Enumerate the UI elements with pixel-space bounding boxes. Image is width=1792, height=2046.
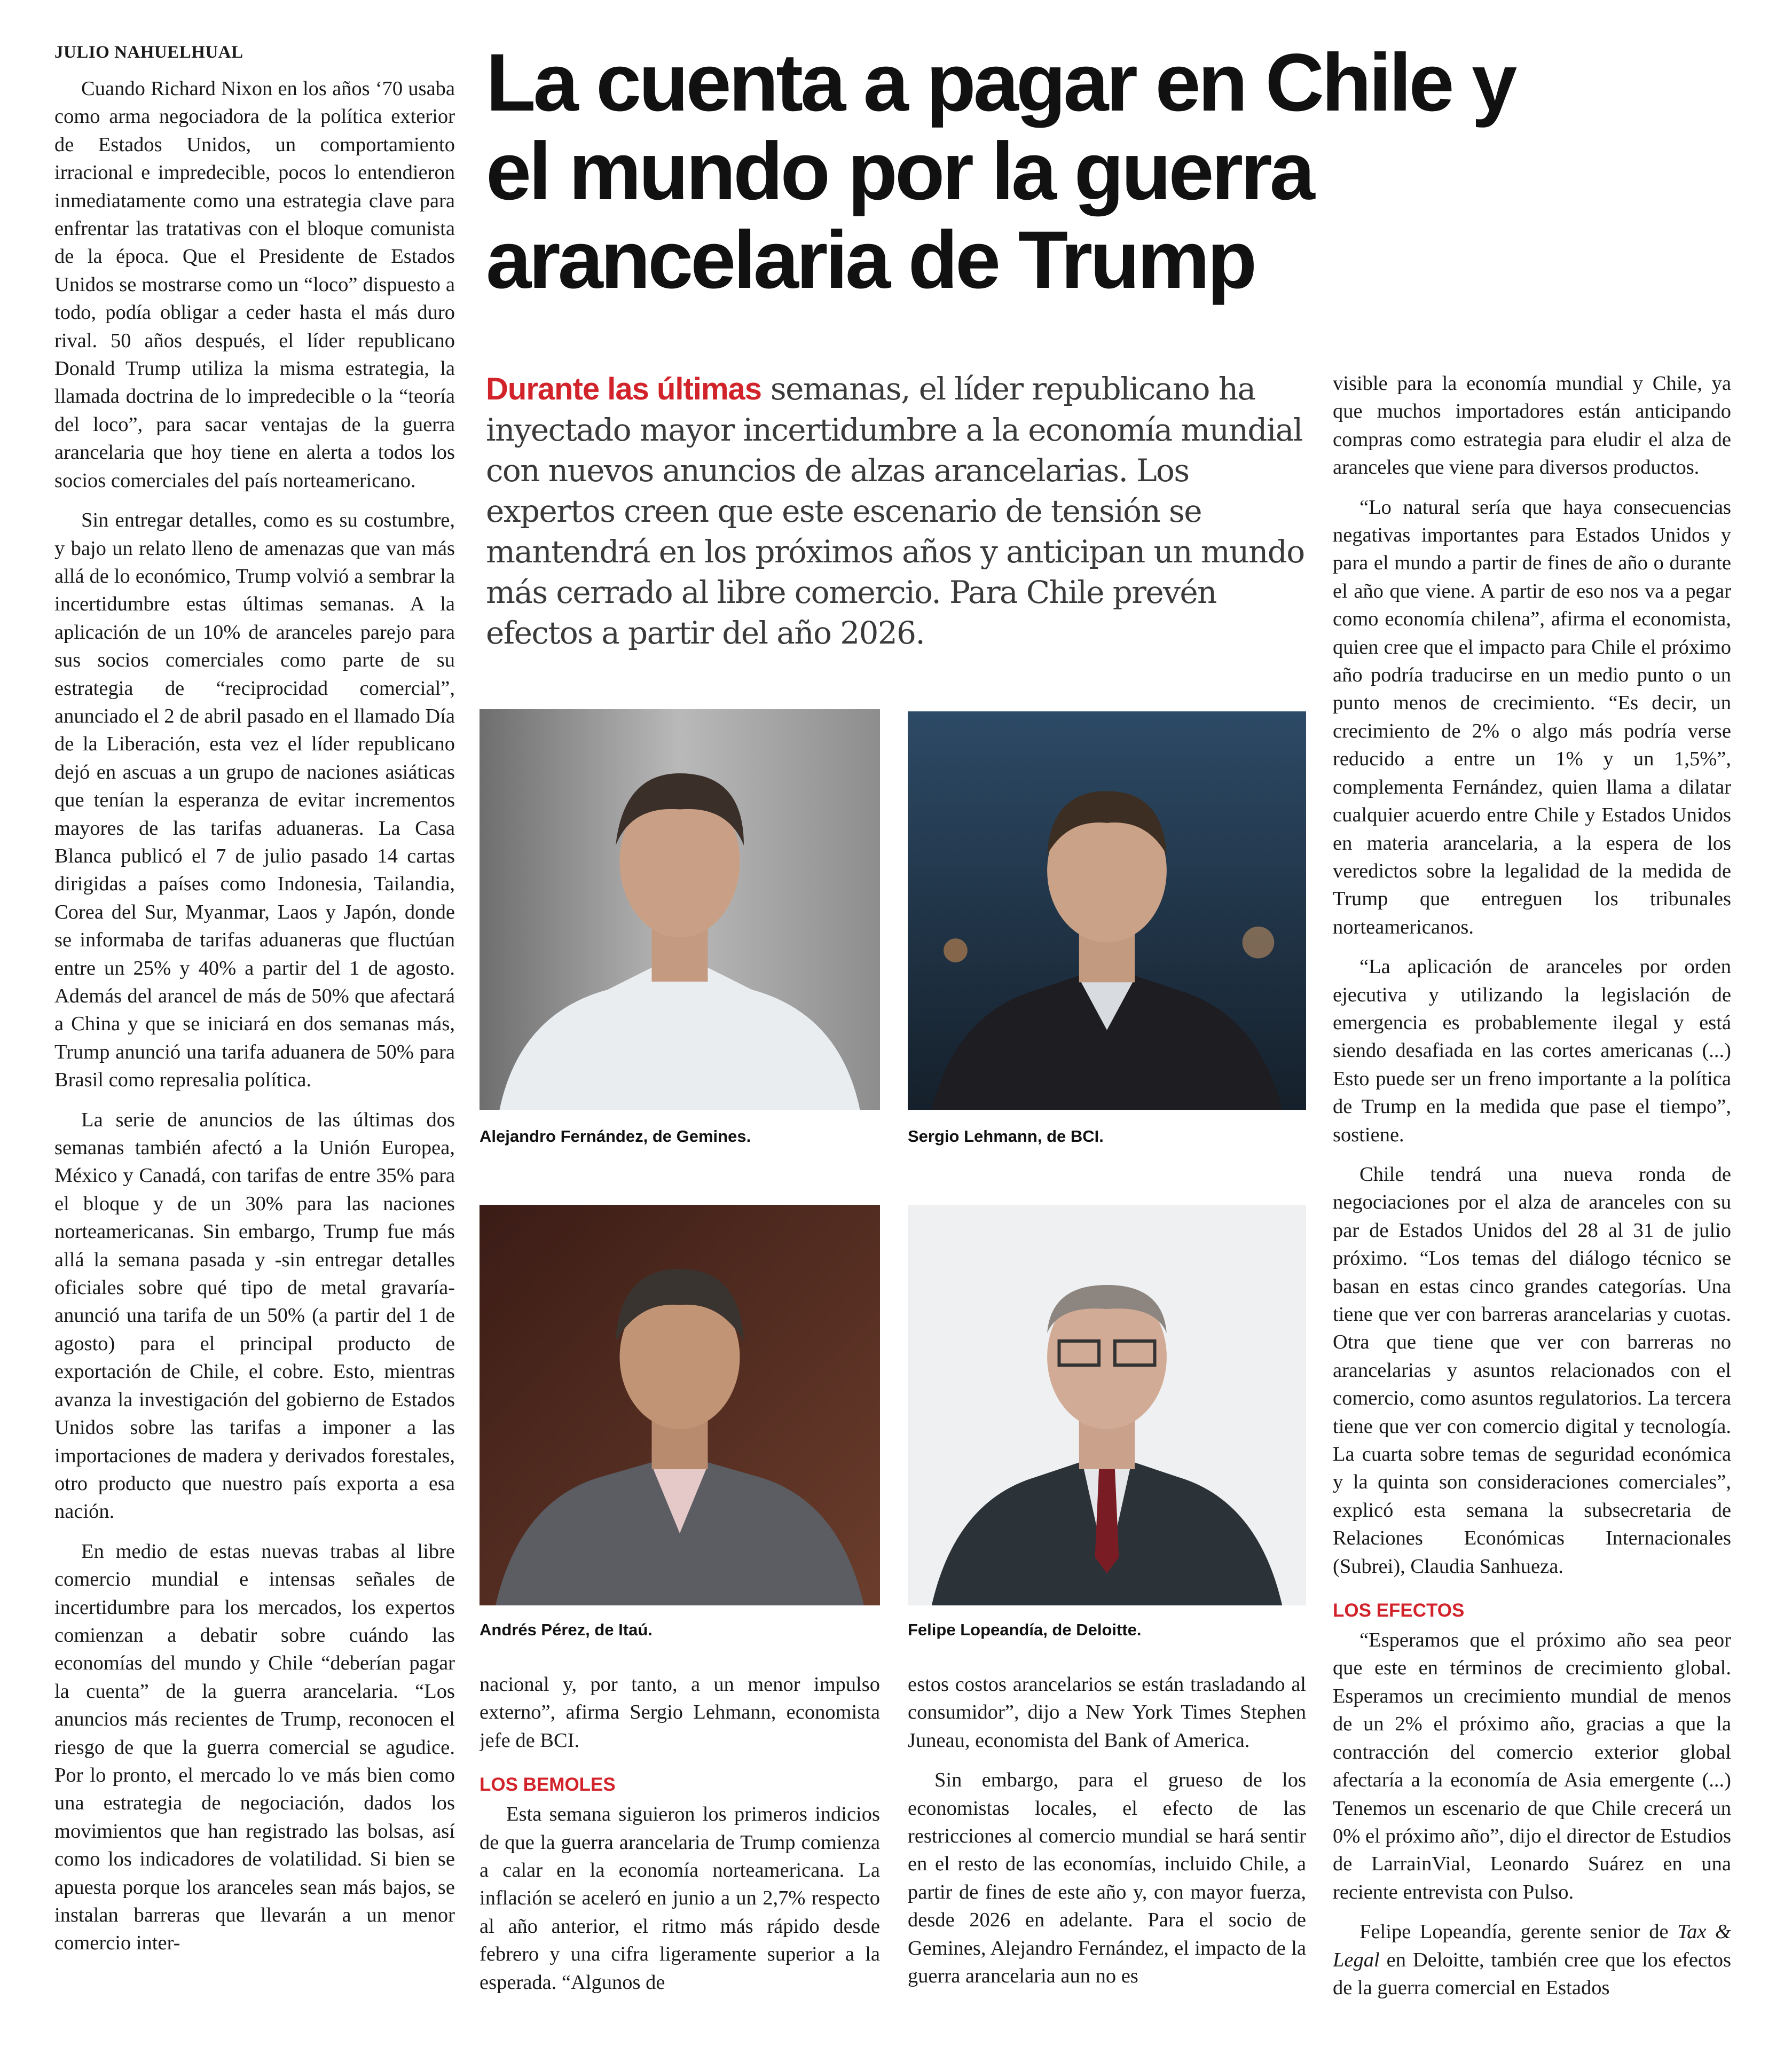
paragraph: Cuando Richard Nixon en los años ‘70 usaba como arma negociadora de la política exterior de Estados Unidos, un comportamiento irracional e impredecible, pocos lo entendieron inmediatamente como una estrategia clave para enfrentar las tratativas con el bloque comunista de la época. Que el Presidente de Estados Unidos se mostrarse como un “loco” dispuesto a todo, podía obligar a ceder hasta el más duro rival. 50 años después, el líder republicano Donald Trump utiliza la misma estrategia, la llamada doctrina de lo impredecible o la “teoría del loco”, para sacar ventajas de la guerra arancelaria que hoy tiene en alerta a todos los socios comerciales del país norteamericano. [54, 77, 455, 492]
column-3 [908, 1671, 1306, 2034]
lead-paragraph [486, 369, 1308, 653]
paragraph: Chile tendrá una nueva ronda de negociaciones por el alza de aranceles con su par de Estados Unidos del 28 al 31 de julio próximo. “Los temas del diálogo técnico se basan en estas cinco grandes categorías. Una tiene que ver con barreras arancelarias y cuotas. Otra que tiene que ver con barreras no arancelarias y asuntos relacionados con el comercio, como asuntos regulatorios. La tercera tiene que ver con comercio digital y tecnología. La cuarta sobre temas de seguridad económica y la quinta son consideraciones comerciales”, explicó esta semana la subsecretaria de Relaciones Económicas Internacionales (Subrei), Claudia Sanhueza. [1333, 1163, 1731, 1578]
paragraph: “Lo natural sería que haya consecuencias negativas importantes para Estados Unidos y para el mundo a partir de fines de año o durante el año que viene. A partir de eso nos va a pegar como economía chilena”, afirma el economista, quien cree que el impacto para Chile el próximo año podría traducirse en un medio punto o un punto menos de crecimiento. “Es decir, un crecimiento de 2% o algo más podría verse reducido a entre un 1% y un 1,5%”, complementa Fernández, quien llama a dilatar cualquier acuerdo entre Chile y Estados Unidos en materia arancelaria, a la espera de los veredictos sobre la legalidad de la medida de Trump que entreguen los tribunales norteamericanos. [1333, 496, 1731, 938]
paragraph: La serie de anuncios de las últimas dos semanas también afectó a la Unión Europea, México y Canadá, con tarifas de entre 35% para el bloque y de un 30% para las naciones norteamericanas. Sin embargo, Trump fue más allá la semana pasada y -sin entregar detalles oficiales sobre qué tipo de metal gravaría- anunció una tarifa de un 50% (a partir del 1 de agosto) para el principal producto de exportación de Chile, el cobre. Esto, mientras avanza la investigación del gobierno de Estados Unidos sobre las tarifas a imponer a las importaciones de madera y derivados forestales, otro producto que nuestro país exporta a esa nación. [54, 1108, 455, 1523]
paragraph: “Esperamos que el próximo año sea peor que este en términos de crecimiento global. Esperamos un crecimiento mundial de menos de un 2% el próximo año, gracias a que la contracción del comercio exterior global afectaría a la economía de Asia emergente (...) Tenemos un escenario de que Chile crecerá un 0% el próximo año”, dijo el director de Estudios de LarrainVial, Leonardo Suárez en una reciente entrevista con Pulso. [1333, 1629, 1731, 1903]
byline: JULIO NAHUELHUAL [54, 43, 243, 62]
paragraph: estos costos arancelarios se están trasladando al consumidor”, dijo a New York Times Stephen Juneau, economista del Bank of America. [908, 1673, 1306, 1752]
text-emphasis: Tax & Legal [1333, 1920, 1731, 1971]
photo-caption: Andrés Pérez, de Itaú. [480, 1620, 653, 1639]
paragraph [1333, 1918, 1731, 2002]
paragraph: Sin entregar detalles, como es su costumbre, y bajo un relato lleno de amenazas que van más allá de lo económico, Trump volvió a sembrar la incertidumbre estas últimas semanas. A la aplicación de un 10% de aranceles parejo para sus socios comerciales como parte de su estrategia de “reciprocidad comercial”, anunciado el 2 de abril pasado en el llamado Día de la Liberación, esta vez el líder republicano dejó en ascuas a un grupo de naciones asiáticas que tenían la esperanza de evitar incrementos mayores de las tarifas aduaneras. La Casa Blanca publicó el 7 de julio pasado 14 cartas dirigidas a países como Indonesia, Tailandia, Corea del Sur, Myanmar, Laos y Japón, donde se informaba de tarifas aduaneras que fluctúan entre un 25% y 40% a partir del 1 de agosto. Además del arancel de más de 50% que afectará a China y que se iniciará en dos semanas más, Trump anunció una tarifa aduanera de 50% para Brasil como represalia política. [54, 509, 455, 1092]
paragraph: “La aplicación de aranceles por orden ejecutiva y utilizando la legislación de emergencia es probablemente ilegal y está siendo desafiada en las cortes americanas (...) Esto puede ser un freno importante a la política de Trump en la medida que pase el tiempo”, sostiene. [1333, 955, 1731, 1146]
paragraph: En medio de estas nuevas trabas al libre comercio mundial e intensas señales de incertidumbre para los mercados, los expertos comienzan a debatir sobre cuándo las economías del mundo y Chile “deberían pagar la cuenta” de la guerra arancelaria. “Los anuncios más recientes de Trump, reconocen el riesgo de que la guerra comercial se agudice. Por lo pronto, el mercado lo ve más bien como una estrategia de negociación, dados los movimientos que han registrado las bolsas, así como los indicadores de volatilidad. Si bien se apuesta porque los aranceles sean más bajos, se instalan barreras que llevarán a un menor comercio inter- [54, 1540, 455, 1955]
photo-sergio-lehmann [908, 711, 1306, 1110]
paragraph: Esta semana siguieron los primeros indicios de que la guerra arancelaria de Trump comienza a calar en la economía norteamericana. La inflación se aceleró en junio a un 2,7% respecto al año anterior, el ritmo más rápido desde febrero y una cifra ligeramente superior a la esperada. “Algunos de [480, 1803, 880, 1994]
photo-caption: Felipe Lopeandía, de Deloitte. [908, 1620, 1142, 1639]
photo-alejandro-fernandez [480, 709, 880, 1110]
photo-caption: Sergio Lehmann, de BCI. [908, 1127, 1104, 1146]
column-1 [54, 42, 455, 2034]
paragraph: Sin embargo, para el grueso de los economistas locales, el efecto de las restricciones al comercio mundial se hará sentir en el resto de las economías, incluido Chile, a partir de fines de este año y, con mayor fuerza, desde 2026 en adelante. Para el socio de Gemines, Alejandro Fernández, el impacto de la guerra arancelaria aun no es [908, 1769, 1306, 1988]
section-heading: LOS BEMOLES [480, 1774, 616, 1796]
section-heading: LOS EFECTOS [1333, 1600, 1465, 1621]
photo-felipe-lopeandia [908, 1205, 1306, 1605]
headline: La cuenta a pagar en Chile y el mundo por la guerra arancelaria de Trump [486, 37, 1515, 305]
text-run: Felipe Lopeandía, gerente senior de [1359, 1920, 1678, 1943]
column-2 [480, 1671, 880, 2034]
photo-andres-perez [480, 1205, 880, 1605]
paragraph: visible para la economía mundial y Chile, ya que muchos importadores están anticipando compras como estrategia para eludir el alza de aranceles que viene para diversos productos. [1333, 372, 1731, 479]
lead-highlight: Durante las últimas [486, 372, 762, 406]
text-run: en Deloitte, también cree que los efectos de la guerra comercial en Estados [1333, 1948, 1731, 1999]
paragraph: nacional y, por tanto, a un menor impulso externo”, afirma Sergio Lehmann, economista jefe de BCI. [480, 1673, 880, 1752]
column-4 [1333, 370, 1731, 2033]
lead-text: semanas, el líder republicano ha inyectado mayor incertidumbre a la economía mundial con nuevos anuncios de alzas arancelarias. Los expertos creen que este escenario de tensión se mantendrá en los próximos años y anticipan un mundo más cerrado al libre comercio. Para Chile prevén efectos a partir del año 2026. [486, 371, 1304, 651]
photo-caption: Alejandro Fernández, de Gemines. [480, 1127, 751, 1146]
